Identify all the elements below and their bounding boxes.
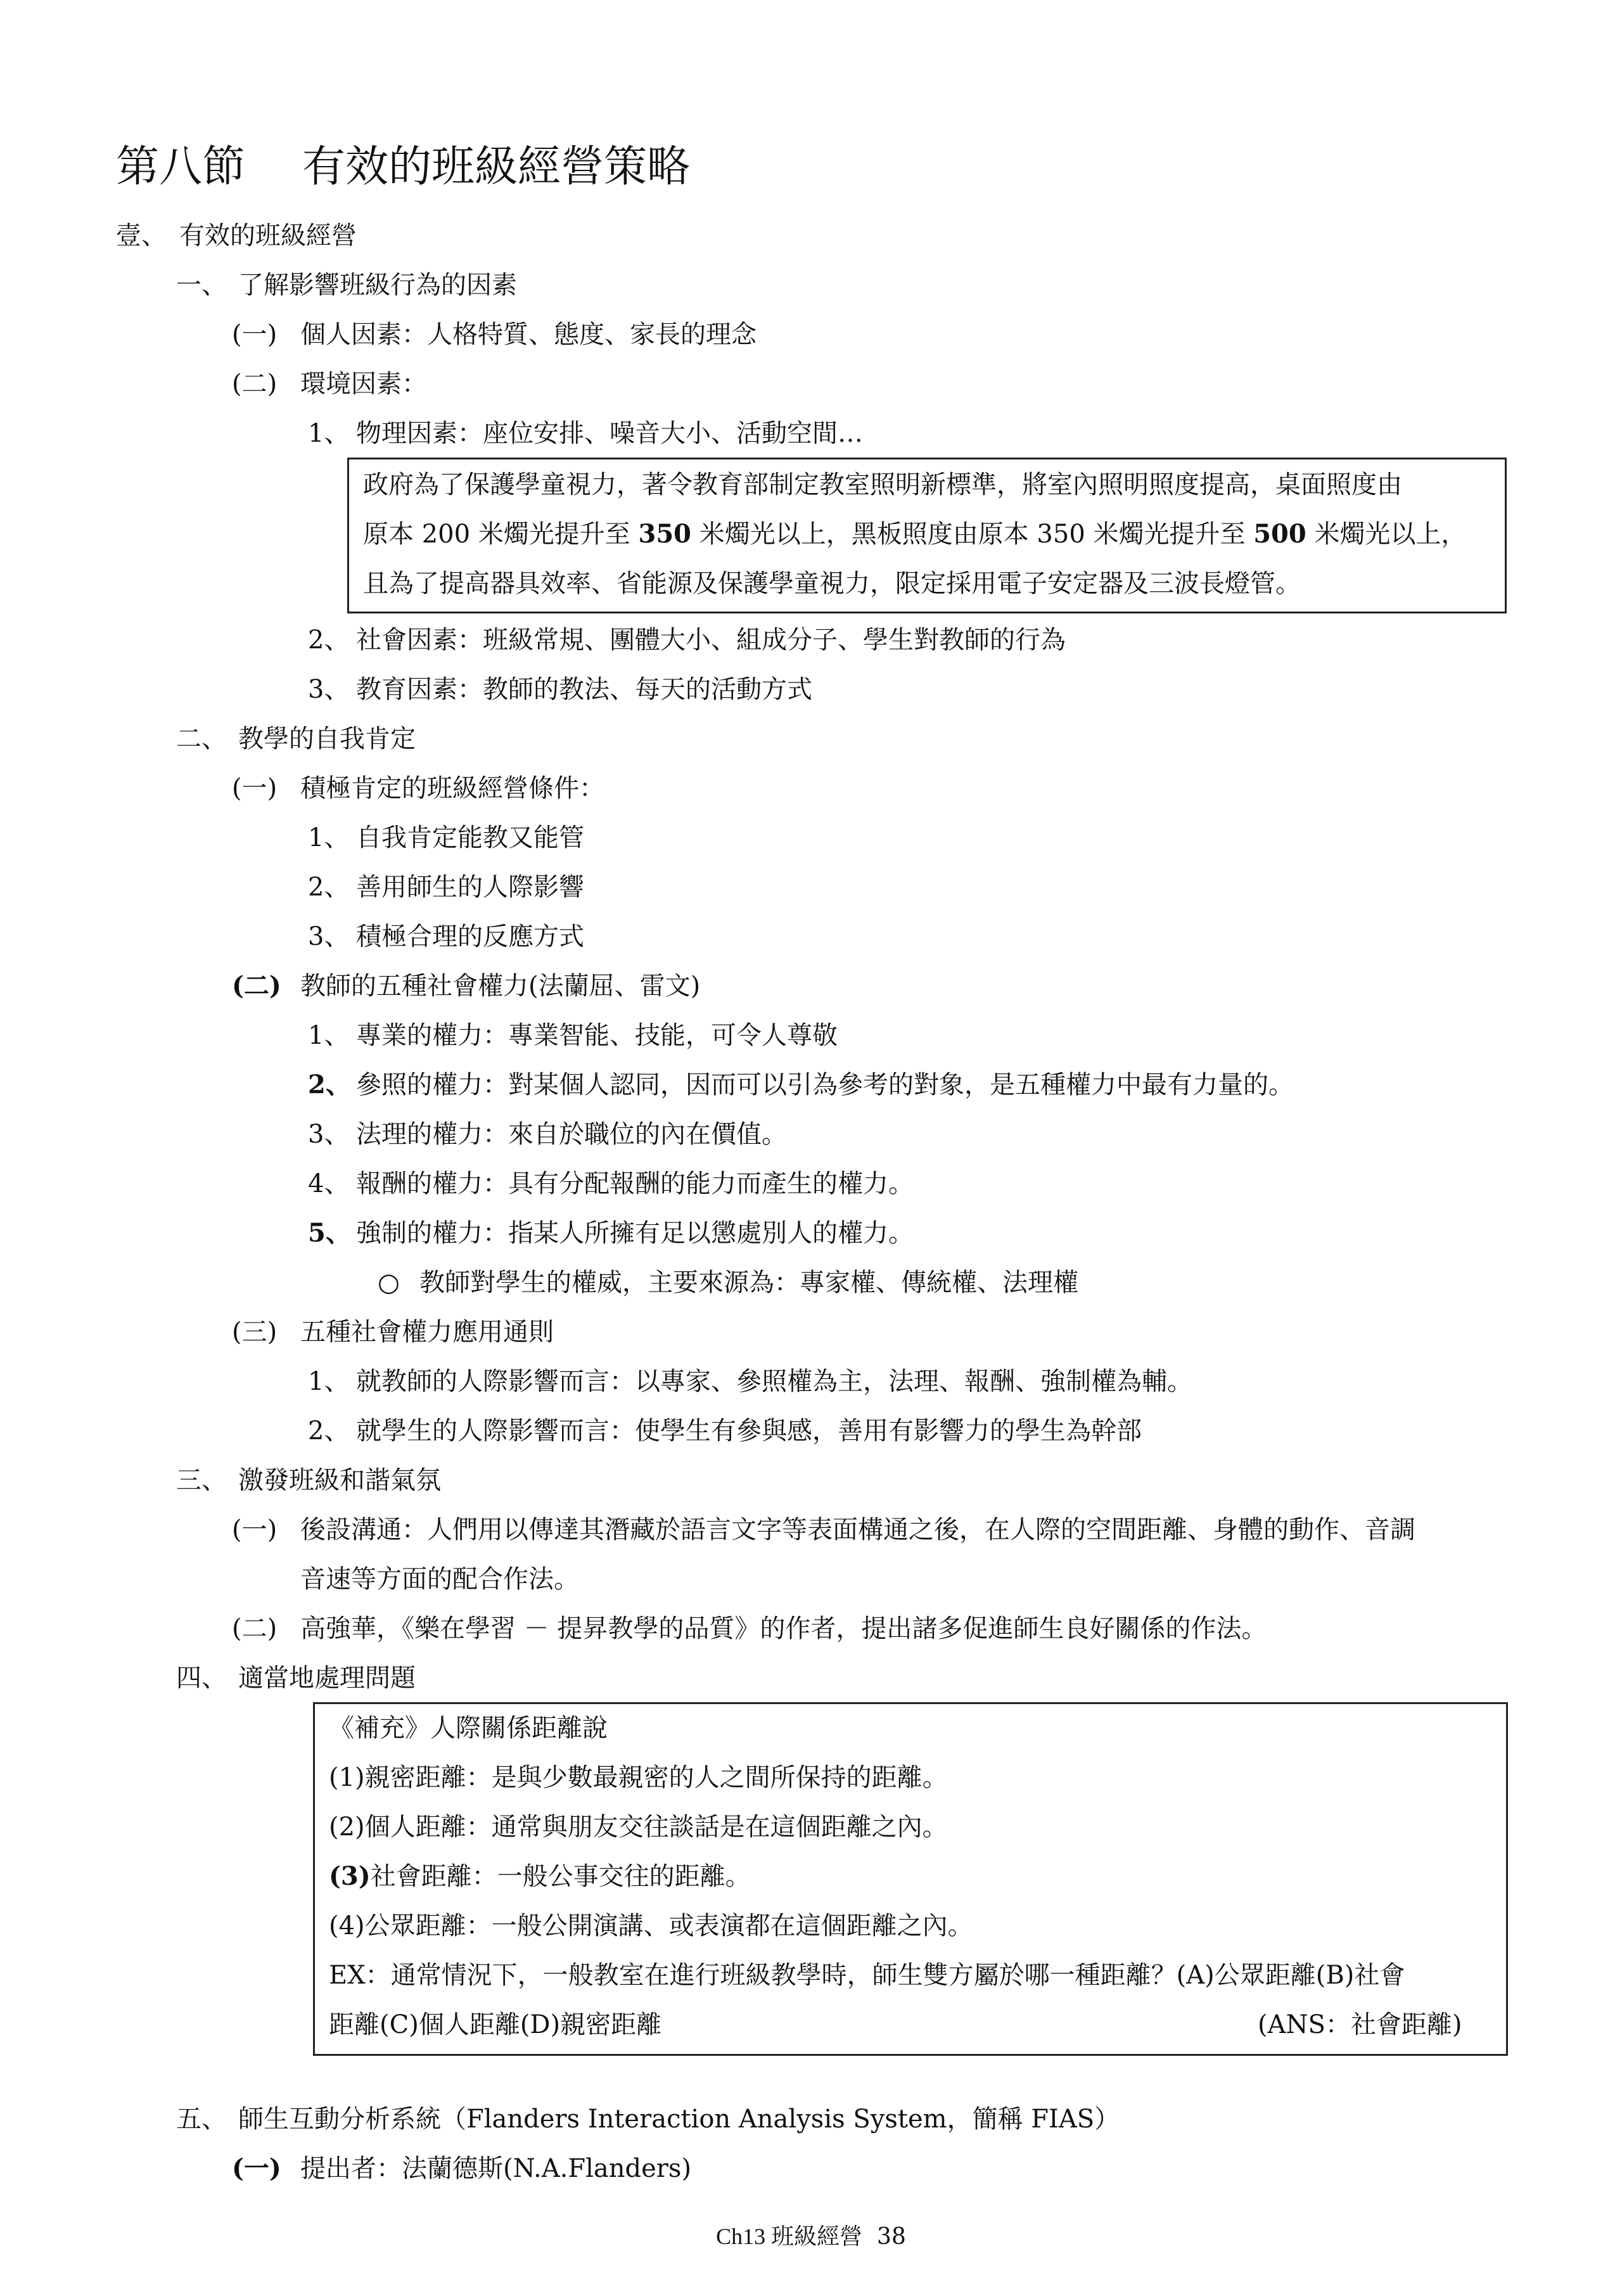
list-text: 就學生的人際影響而言：使學生有參與感，善用有影響力的學生為幹部 (356, 1416, 1142, 1446)
section-number: 第八節 (116, 142, 246, 192)
list-marker: 一、 (176, 271, 227, 300)
page-footer (0, 2222, 1622, 2251)
list-item (232, 773, 604, 804)
heading-text: 適當地處理問題 (238, 1664, 416, 1693)
list-text: 積極合理的反應方式 (356, 922, 584, 951)
note-text: 教師對學生的權威，主要來源為：專家權、傳統權、法理權 (419, 1268, 1078, 1297)
list-text: 專業的權力：專業智能、技能，可令人尊敬 (356, 1021, 838, 1050)
note-text: 原本 200 米燭光提升至 (363, 520, 639, 549)
list-marker: 四、 (176, 1664, 227, 1693)
note-line: 政府為了保護學童視力，著令教育部制定教室照明新標準，將室內照明照度提高，桌面照度由 (363, 470, 1402, 499)
heading-level2 (176, 1465, 441, 1496)
list-text: 後設溝通：人們用以傳達其潛藏於語言文字等表面構通之後，在人際的空間距離、身體的動作、音調 (300, 1515, 1415, 1544)
list-marker: 2、 (308, 1416, 350, 1446)
list-item (308, 1070, 1294, 1100)
list-text: 法理的權力：來自於職位的內在價值。 (356, 1120, 787, 1149)
supplement-item (329, 1861, 751, 1892)
list-item (308, 1020, 838, 1051)
list-text: 報酬的權力：具有分配報酬的能力而產生的權力。 (356, 1169, 914, 1198)
list-item (232, 2153, 691, 2184)
heading-level2 (176, 724, 416, 754)
example-question: EX：通常情況下，一般教室在進行班級教學時，師生雙方屬於哪一種距離？(A)公眾距離(B)社會 (329, 1961, 1405, 1990)
list-marker: 5、 (308, 1218, 351, 1248)
list-text: 教師的五種社會權力(法蘭屈、雷文) (300, 972, 701, 1001)
list-item (232, 1613, 1267, 1644)
list-marker: 壹、 (116, 221, 167, 250)
list-item (232, 369, 427, 399)
heading-text: 師生互動分析系統（Flanders Interaction Analysis System，簡稱 FIAS） (238, 2105, 1120, 2134)
list-item (308, 921, 584, 952)
note-text: 米燭光以上，黑板照度由原本 350 米燭光提升至 (691, 520, 1254, 549)
page-title (116, 142, 690, 193)
supplement-heading: 《補充》人際關係距離說 (329, 1714, 608, 1743)
list-marker: (3) (329, 1861, 371, 1891)
list-item (308, 1169, 914, 1199)
heading-text: 了解影響班級行為的因素 (238, 271, 517, 300)
note-value-board: 500 (1253, 519, 1306, 549)
list-marker: 2、 (308, 1070, 351, 1100)
list-marker: 二、 (176, 724, 227, 754)
note-line (363, 519, 1466, 549)
list-marker: 1、 (308, 419, 350, 448)
list-marker: (三) (232, 1318, 278, 1347)
list-item (232, 319, 757, 350)
list-marker: 3、 (308, 922, 350, 951)
heading-text: 有效的班級經營 (179, 221, 357, 250)
list-marker: 2、 (308, 625, 350, 655)
supplement-item: (1)親密距離：是與少數最親密的人之間所保持的距離。 (329, 1763, 948, 1792)
note-text: 米燭光以上， (1306, 520, 1467, 549)
list-marker: 1、 (308, 1367, 350, 1396)
list-marker: (一) (232, 774, 278, 803)
list-item (232, 1515, 1415, 1545)
list-text: 教育因素：教師的教法、每天的活動方式 (356, 675, 812, 704)
supplement-text: 社會距離：一般公事交往的距離。 (370, 1862, 751, 1891)
supplement-item: (4)公眾距離：一般公開演講、或表演都在這個距離之內。 (329, 1911, 973, 1940)
list-text: 五種社會權力應用通則 (300, 1318, 554, 1347)
list-marker: 1、 (308, 823, 350, 852)
list-item (308, 1366, 1192, 1397)
list-marker: 五、 (176, 2105, 227, 2134)
list-marker: 3、 (308, 1120, 350, 1149)
list-marker: 1、 (308, 1021, 350, 1050)
example-options: 距離(C)個人距離(D)親密距離 (329, 2010, 662, 2039)
list-item (308, 418, 863, 449)
list-item (308, 1416, 1142, 1446)
list-text: 參照的權力：對某個人認同，因而可以引為參考的對象，是五種權力中最有力量的。 (356, 1070, 1294, 1100)
list-item (232, 1317, 554, 1347)
example-answer: (ANS：社會距離) (1258, 2010, 1462, 2039)
list-text: 就教師的人際影響而言：以專家、參照權為主，法理、報酬、強制權為輔。 (356, 1367, 1192, 1396)
list-marker: (二) (232, 971, 281, 1001)
list-marker: 2、 (308, 873, 350, 902)
heading-text: 激發班級和諧氣氛 (238, 1466, 441, 1495)
list-marker: 3、 (308, 675, 350, 704)
list-marker: (一) (232, 320, 278, 349)
list-marker: 三、 (176, 1466, 227, 1495)
list-item (308, 674, 812, 705)
list-marker: 4、 (308, 1169, 350, 1198)
heading-level2 (176, 1663, 416, 1693)
heading-level2 (176, 270, 517, 300)
list-text: 物理因素：座位安排、噪音大小、活動空間… (356, 419, 863, 448)
list-item (232, 971, 700, 1001)
list-text: 個人因素：人格特質、態度、家長的理念 (300, 320, 757, 349)
heading-text: 教學的自我肯定 (238, 724, 416, 754)
note-line: 且為了提高器具效率、省能源及保護學童視力，限定採用電子安定器及三波長燈管。 (363, 569, 1301, 598)
supplement-distance-box (313, 1702, 1508, 2056)
list-item (308, 872, 584, 902)
list-text: 善用師生的人際影響 (356, 873, 584, 902)
note-value-desk: 350 (638, 519, 691, 549)
list-text: 強制的權力：指某人所擁有足以懲處別人的權力。 (356, 1219, 914, 1248)
list-marker: (二) (232, 1614, 278, 1643)
lighting-standard-note-box (347, 458, 1507, 613)
note-item (378, 1267, 1078, 1298)
heading-level1 (116, 221, 357, 251)
chapter-label: Ch13 班級經營 (716, 2224, 863, 2249)
supplement-item: (2)個人距離：通常與朋友交往談話是在這個距離之內。 (329, 1812, 948, 1842)
list-item (308, 625, 1066, 655)
page-number: 38 (877, 2224, 906, 2250)
list-text: 提出者：法蘭德斯(N.A.Flanders) (300, 2154, 692, 2183)
list-text: 高強華，《樂在學習 － 提昇教學的品質》的作者，提出諸多促進師生良好關係的作法。 (300, 1614, 1267, 1643)
list-text: 自我肯定能教又能管 (356, 823, 584, 852)
list-text: 環境因素： (300, 369, 427, 399)
list-text: 社會因素：班級常規、團體大小、組成分子、學生對教師的行為 (356, 625, 1066, 655)
list-marker: (一) (232, 2153, 281, 2183)
list-item (308, 1218, 914, 1248)
section-name: 有效的班級經營策略 (302, 142, 691, 192)
circle-bullet-icon: ○ (378, 1268, 400, 1297)
list-item-continuation: 音速等方面的配合作法。 (300, 1565, 579, 1594)
list-marker: (二) (232, 369, 278, 399)
list-item (308, 823, 584, 853)
list-text: 積極肯定的班級經營條件： (300, 774, 604, 803)
heading-level2 (176, 2104, 1120, 2134)
list-marker: (一) (232, 1515, 278, 1544)
list-item (308, 1119, 787, 1150)
